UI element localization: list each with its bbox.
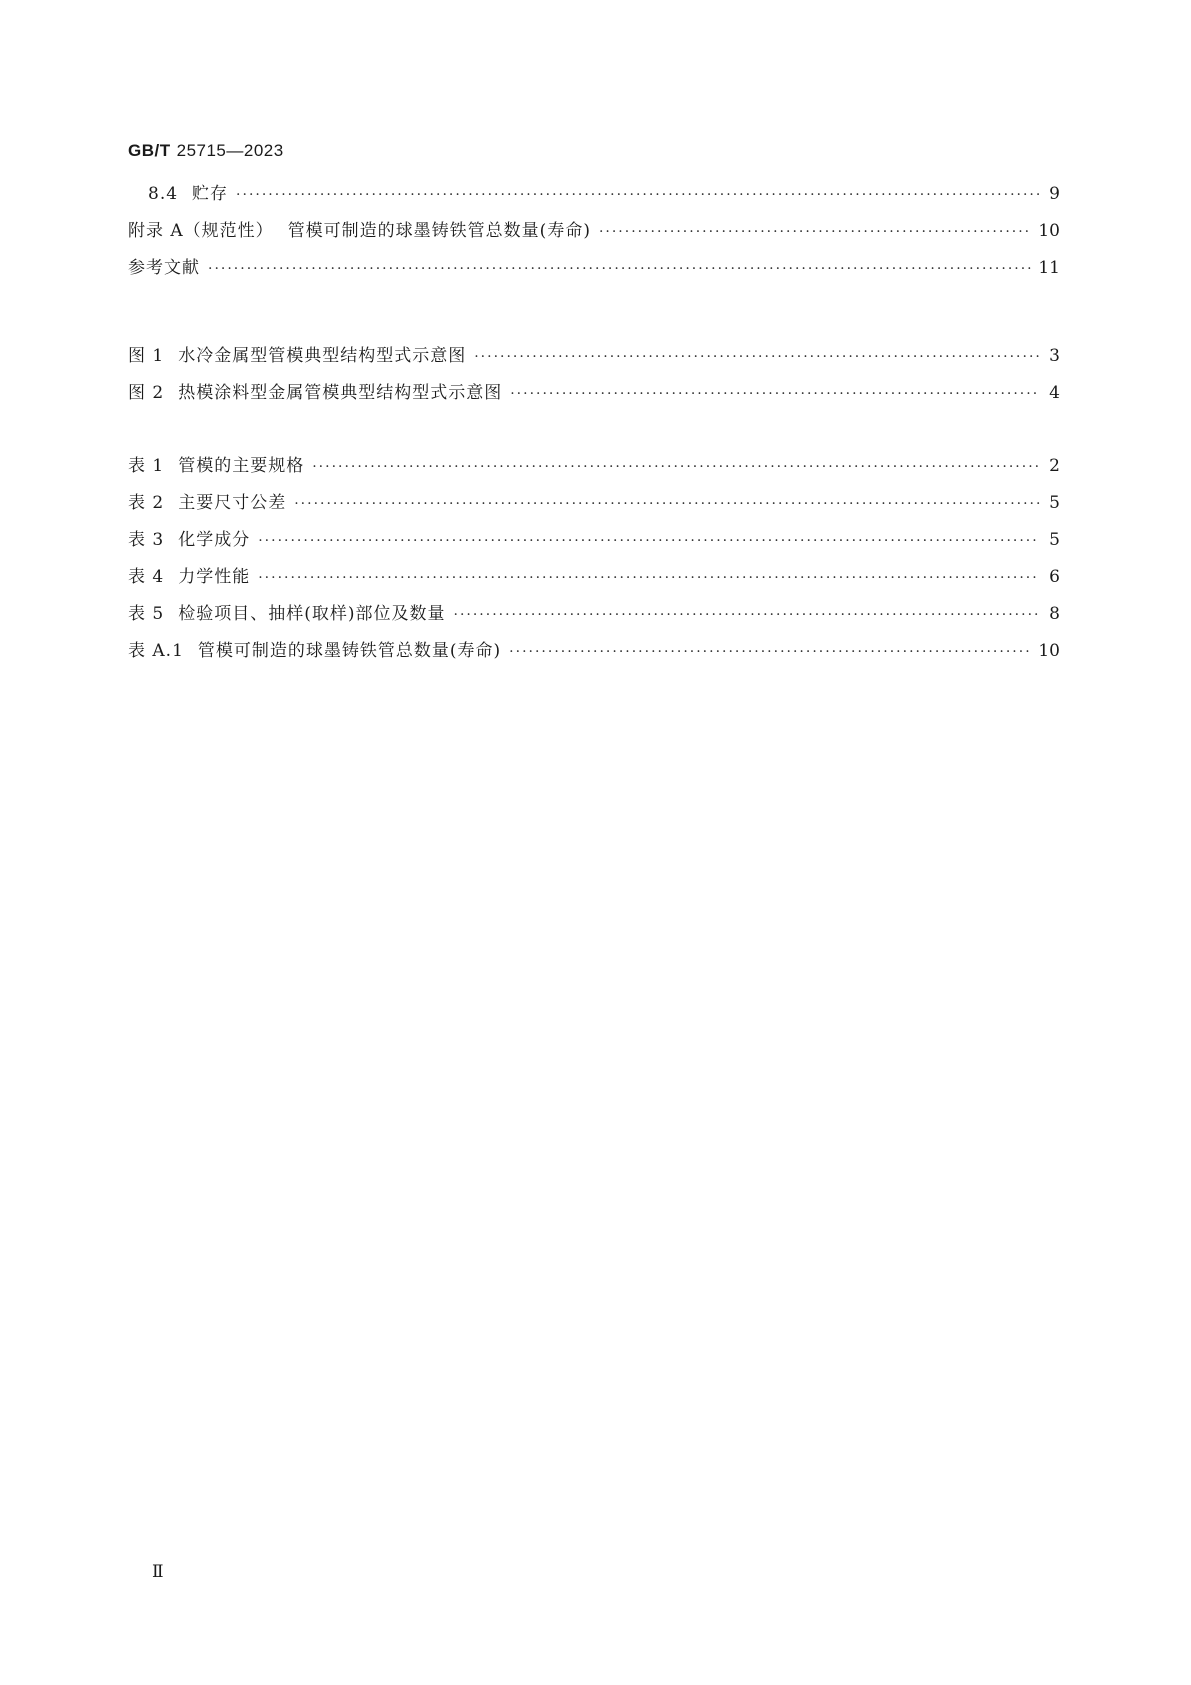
toc-leader-dots xyxy=(294,486,1040,523)
toc-leader-dots xyxy=(258,560,1040,597)
toc-entry-figure-1[interactable] xyxy=(128,338,1060,375)
toc-leader-dots xyxy=(509,634,1032,671)
toc-leader-dots xyxy=(510,376,1040,413)
toc-entry-title: 管模的主要规格 xyxy=(178,456,305,476)
toc-entry-title: 检验项目、抽样(取样)部位及数量 xyxy=(178,604,446,624)
standard-code xyxy=(128,141,284,161)
standard-code-number: 25715—2023 xyxy=(176,141,284,160)
toc-entry-table-5[interactable] xyxy=(128,596,1060,633)
toc-page-number: 11 xyxy=(1038,258,1060,278)
toc-entry-number: 表 5 xyxy=(128,604,165,624)
toc-page-number: 3 xyxy=(1049,346,1060,366)
toc-leader-dots xyxy=(599,214,1032,251)
toc-entry-number: 表 4 xyxy=(128,567,165,587)
toc-entry-table-3[interactable] xyxy=(128,522,1060,559)
toc-leader-dots xyxy=(454,597,1041,634)
toc-leader-dots xyxy=(474,339,1040,376)
toc-entry-number: 附录 A（规范性） xyxy=(128,221,274,241)
toc-entry-number: 表 2 xyxy=(128,493,165,513)
toc-page-number: 5 xyxy=(1049,530,1060,550)
toc-entry-label xyxy=(128,250,208,287)
toc-entry-label xyxy=(128,375,510,412)
toc-entry-label xyxy=(128,559,258,596)
toc-entry-figure-2[interactable] xyxy=(128,375,1060,412)
toc-entry-number: 表 3 xyxy=(128,530,165,550)
toc-tables xyxy=(128,448,1060,670)
toc-entry-label xyxy=(128,633,509,670)
toc-entry-label xyxy=(148,176,236,213)
toc-entry-number: 图 2 xyxy=(128,383,165,403)
toc-sections xyxy=(128,176,1060,287)
toc-entry-label xyxy=(128,522,258,559)
toc-entry-title: 力学性能 xyxy=(178,567,251,587)
toc-entry-label xyxy=(128,338,474,375)
toc-entry-label xyxy=(128,448,312,485)
toc-entry-label xyxy=(128,213,599,250)
toc-entry-title: 水冷金属型管模典型结构型式示意图 xyxy=(178,346,467,366)
toc-page-number: 5 xyxy=(1049,493,1060,513)
toc-figures xyxy=(128,338,1060,412)
toc-entry-number: 表 A.1 xyxy=(128,641,184,661)
toc-entry-title: 参考文献 xyxy=(128,258,200,278)
toc-entry-annex-a[interactable] xyxy=(128,213,1060,250)
toc-entry-title: 管模可制造的球墨铸铁管总数量(寿命) xyxy=(287,221,591,241)
toc-entry-label xyxy=(128,485,294,522)
toc-leader-dots xyxy=(236,177,1040,214)
toc-page-number: 6 xyxy=(1049,567,1060,587)
standard-code-prefix: GB/T xyxy=(128,141,171,160)
toc-entry-number: 表 1 xyxy=(128,456,165,476)
toc-entry-table-a1[interactable] xyxy=(128,633,1060,670)
toc-entry-table-4[interactable] xyxy=(128,559,1060,596)
toc-entry-8-4[interactable] xyxy=(128,176,1060,213)
toc-leader-dots xyxy=(258,523,1040,560)
toc-entry-title: 贮存 xyxy=(192,184,229,204)
toc-leader-dots xyxy=(312,449,1040,486)
toc-entry-references[interactable] xyxy=(128,250,1060,287)
toc-page-number: 10 xyxy=(1038,641,1060,661)
toc-entry-title: 主要尺寸公差 xyxy=(178,493,287,513)
toc-page-number: 8 xyxy=(1049,604,1060,624)
toc-page-number: 10 xyxy=(1038,221,1060,241)
toc-page-number: 2 xyxy=(1049,456,1060,476)
toc-entry-title: 化学成分 xyxy=(178,530,251,550)
toc-entry-title: 热模涂料型金属管模典型结构型式示意图 xyxy=(178,383,503,403)
toc-entry-title: 管模可制造的球墨铸铁管总数量(寿命) xyxy=(197,641,502,661)
toc-leader-dots xyxy=(208,251,1032,288)
toc-entry-label xyxy=(128,596,454,633)
toc-entry-number: 8.4 xyxy=(148,184,179,204)
toc-page-number: 9 xyxy=(1049,184,1060,204)
toc-entry-number: 图 1 xyxy=(128,346,165,366)
page-number-footer: Ⅱ xyxy=(152,1562,164,1582)
toc-entry-table-1[interactable] xyxy=(128,448,1060,485)
toc-entry-table-2[interactable] xyxy=(128,485,1060,522)
toc-page-number: 4 xyxy=(1049,383,1060,403)
